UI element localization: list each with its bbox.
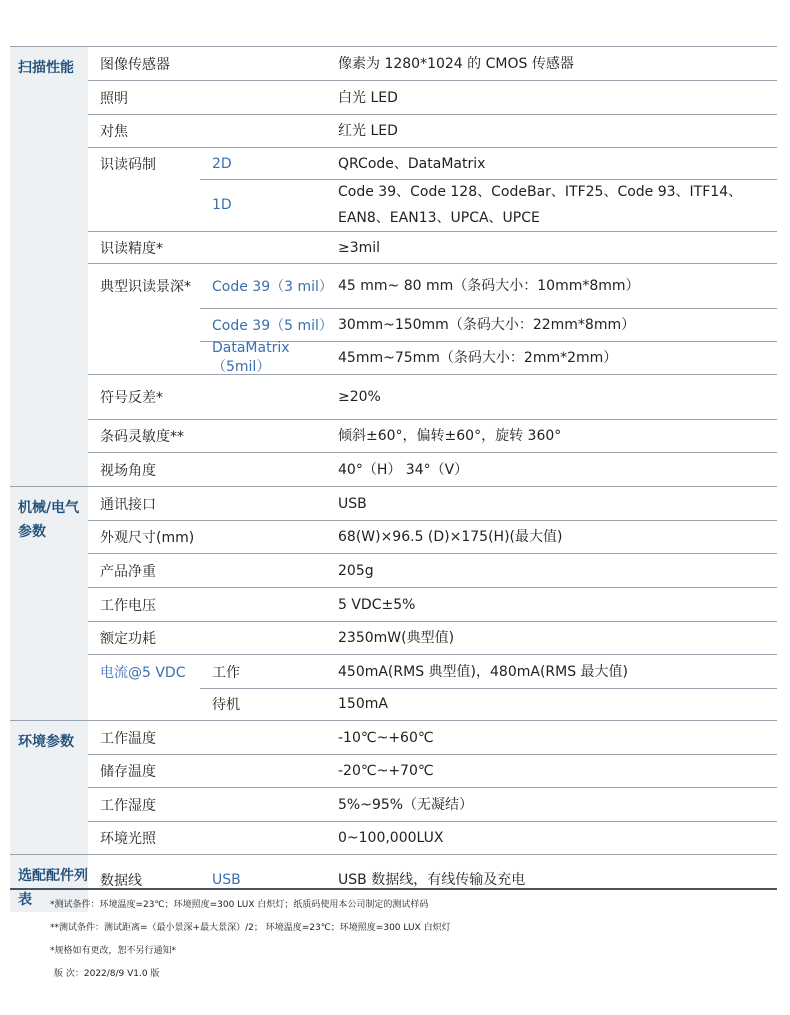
param-value: 红光 LED: [338, 123, 398, 139]
param-name: 工作温度: [100, 730, 156, 747]
param-name: 数据线: [100, 872, 142, 889]
param-value: 30mm~150mm（条码大小：22mm*8mm）: [338, 316, 636, 333]
param-sub: 工作: [212, 664, 240, 681]
param-value: 68(W)×96.5 (D)×175(H)(最大值): [338, 529, 563, 545]
table-row: [88, 47, 777, 80]
param-name: 典型识读景深*: [100, 279, 191, 295]
param-value: 白光 LED: [338, 89, 398, 106]
param-value: USB: [338, 495, 367, 512]
table-row: [88, 520, 777, 553]
param-name: 照明: [100, 90, 128, 107]
param-sub: 待机: [212, 697, 240, 713]
table-row: [88, 787, 777, 821]
param-name: 识读精度*: [100, 240, 163, 257]
table-row: [88, 231, 777, 263]
param-name: 电流@5 VDC: [100, 664, 186, 681]
param-value: 倾斜±60°，偏转±60°，旋转 360°: [338, 428, 562, 444]
table-row: [88, 452, 777, 486]
param-value: -10℃~+60℃: [338, 729, 434, 746]
footnote-3: *规格如有更改，恕不另行通知*: [50, 946, 177, 956]
param-value: 2350mW(典型值): [338, 630, 455, 646]
table-row: [88, 587, 777, 621]
footnotes: [50, 898, 451, 990]
param-sub: DataMatrix（5mil）: [212, 339, 290, 375]
param-value: 45 mm~ 80 mm（条码大小：10mm*8mm）: [338, 278, 640, 294]
category-label: 扫描性能: [10, 47, 88, 486]
param-value: USB 数据线，有线传输及充电: [338, 871, 526, 888]
table-row: [88, 179, 777, 231]
table-row: [88, 147, 777, 179]
param-sub: USB: [212, 871, 241, 888]
param-name: 工作电压: [100, 597, 156, 614]
param-name: 视场角度: [100, 462, 156, 479]
table-row: [88, 374, 777, 419]
table-row: [88, 487, 777, 520]
spec-table: [10, 46, 777, 912]
spec-group: [10, 486, 777, 720]
param-name: 储存温度: [100, 764, 156, 780]
table-row: [88, 621, 777, 654]
param-name: 识读码制: [100, 156, 156, 173]
param-value: 40°（H） 34°（V）: [338, 461, 469, 478]
param-value: 5 VDC±5%: [338, 596, 416, 613]
param-name: 工作湿度: [100, 797, 156, 814]
table-row: [88, 754, 777, 787]
param-name: 外观尺寸(mm): [100, 530, 195, 546]
param-name: 产品净重: [100, 563, 156, 580]
param-value: QRCode、DataMatrix: [338, 155, 486, 172]
table-row: [88, 654, 777, 688]
table-row: [88, 80, 777, 114]
param-value: ≥20%: [338, 389, 381, 405]
param-sub: 1D: [212, 197, 232, 213]
param-value: 205g: [338, 562, 374, 579]
param-value: ≥3mil: [338, 239, 381, 256]
table-row: [88, 688, 777, 720]
spec-group: [10, 46, 777, 486]
table-row: [88, 114, 777, 147]
param-name: 符号反差*: [100, 390, 163, 406]
table-row: [88, 341, 777, 374]
param-name: 对焦: [100, 124, 128, 140]
param-name: 额定功耗: [100, 631, 156, 647]
table-row: [88, 855, 777, 904]
param-name: 环境光照: [100, 831, 156, 847]
param-name: 通讯接口: [100, 496, 156, 513]
param-value: 150mA: [338, 696, 388, 712]
category-label: 环境参数: [10, 721, 88, 854]
param-value: 450mA(RMS 典型值)，480mA(RMS 最大值): [338, 663, 629, 680]
param-value: 45mm~75mm（条码大小：2mm*2mm）: [338, 349, 618, 366]
table-row: [88, 419, 777, 452]
table-bottom-rule: [10, 888, 777, 890]
param-value: Code 39、Code 128、CodeBar、ITF25、Code 93、ITF14、EAN8、EAN13、UPCA、UPCE: [338, 184, 743, 226]
param-value: 5%~95%（无凝结）: [338, 796, 474, 813]
param-value: 0~100,000LUX: [338, 830, 444, 846]
table-row: [88, 821, 777, 854]
table-row: [88, 263, 777, 308]
param-value: -20℃~+70℃: [338, 763, 434, 779]
category-label: 机械/电气参数: [10, 487, 88, 720]
param-name: 图像传感器: [100, 56, 170, 73]
version-line: 版 次：2022/8/9 V1.0 版: [54, 969, 160, 979]
category-label: 选配配件列表: [10, 855, 88, 912]
footnote-1: *测试条件：环境温度=23℃；环境照度=300 LUX 白炽灯；纸质码使用本公司制定的测试样码: [50, 900, 429, 910]
table-row: [88, 553, 777, 587]
param-name: 条码灵敏度**: [100, 429, 184, 445]
footnote-2: **测试条件：测试距离=（最小景深+最大景深）/2； 环境温度=23℃；环境照度=300 LUX 白炽灯: [50, 923, 451, 933]
table-row: [88, 308, 777, 341]
param-value: 像素为 1280*1024 的 CMOS 传感器: [338, 55, 574, 72]
param-sub: Code 39（3 mil）: [212, 279, 333, 295]
param-sub: 2D: [212, 155, 232, 172]
table-row: [88, 721, 777, 754]
param-sub: Code 39（5 mil）: [212, 317, 333, 334]
spec-group: [10, 720, 777, 854]
